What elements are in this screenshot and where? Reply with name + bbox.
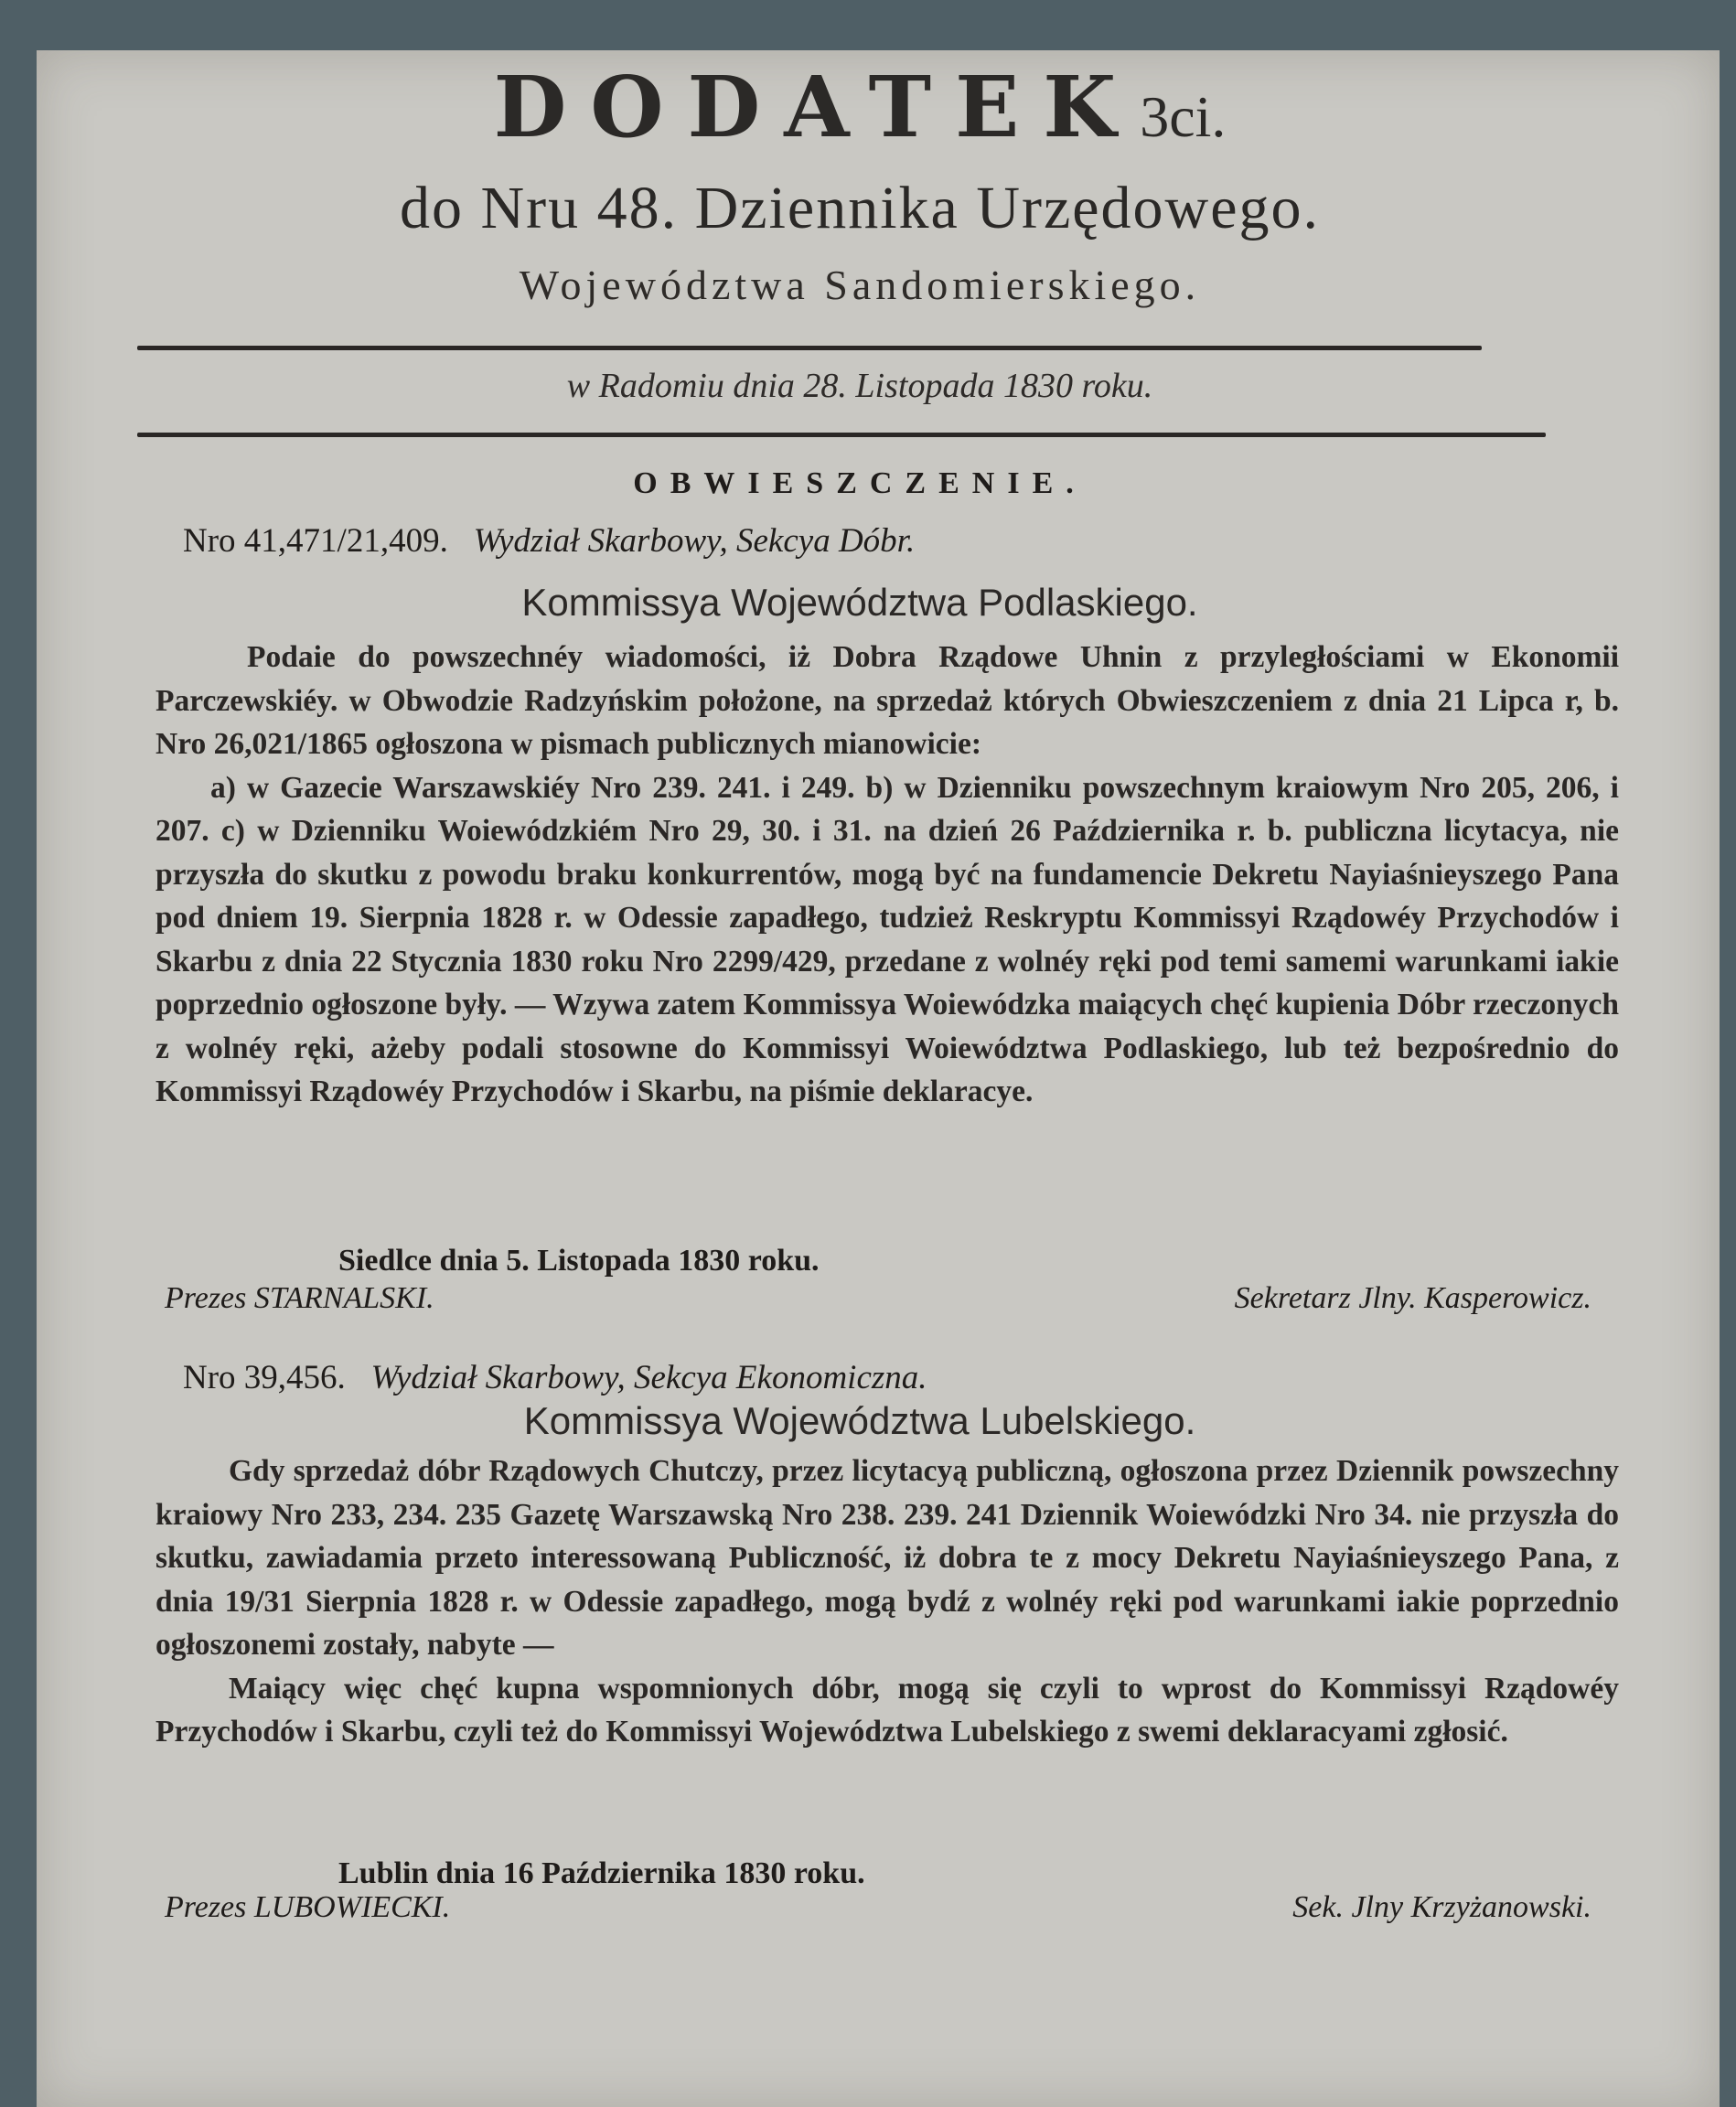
notice1-signatures	[165, 1281, 1591, 1316]
notice1-department: Wydział Skarbowy, Sekcya Dóbr.	[473, 522, 916, 560]
newspaper-page	[37, 50, 1720, 2107]
notice1-place-date: Siedlce dnia 5. Listopada 1830 roku.	[338, 1244, 820, 1278]
notice2-reference: Nro 39,456.	[183, 1359, 346, 1396]
notice1-paragraph-2: a) w Gazecie Warszawskiéy Nro 239. 241. i 249. b) w Dzienniku powszechnym kraiowym Nro 205, 206, i 207. c) w Dzienniku Woiewódzkiém Nro 29, 30. i 31. na dzień 26 Października r. b. publiczna licytacya, nie przyszła do skutku z powodu braku konkurrentów, mogą być na fundamencie Dekretu Nayiaśnieyszego Pana pod dniem 19. Sierpnia 1828 r. w Odessie zapadłego, tudzież Reskryptu Kommissyi Rządowéy Przychodów i Skarbu z dnia 22 Stycznia 1830 roku Nro 2299/429, przedane z wolnéy ręki pod temi samemi warunkami iakie poprzednio ogłoszone były. — Wzywa zatem Kommissya Woiewódzka maiących chęć kupienia Dóbr rzeczonych z wolnéy ręki, ażeby podali stosowne do Kommissyi Woiewództwa Podlaskiego, lub też bezpośrednio do Kommissyi Rządowéy Przychodów i Skarbu, na piśmie deklaracye.	[155, 770, 1619, 1108]
notice1-president: Prezes STARNALSKI.	[165, 1281, 434, 1315]
notice1-paragraph-1: Podaie do powszechnéy wiadomości, iż Dobra Rządowe Uhnin z przyległościami w Ekonomii Parczewskiéy. w Obwodzie Radzyńskim położone, na sprzedaż których Obwieszczeniem z dnia 21 Lipca r, b. Nro 26,021/1865 ogłoszona w pismach publicznych mianowicie:	[155, 640, 1619, 761]
dateline: w Radomiu dnia 28. Listopada 1830 roku.	[566, 367, 1153, 405]
top-rule	[137, 346, 1482, 350]
section-heading: OBWIESZCZENIE.	[633, 466, 1087, 500]
notice2-paragraph-1: Gdy sprzedaż dóbr Rządowych Chutczy, przez licytacyą publiczną, ogłoszona przez Dziennik powszechny kraiowy Nro 233, 234. 235 Gazetę Warszawską Nro 238. 239. 241 Dziennik Woiewódzki Nro 34. nie przyszła do skutku, zawiadamia przeto interessowaną Publiczność, iż dobra te z mocy Dekretu Nayiaśnieyszego Pana, z dnia 19/31 Sierpnia 1828 r. w Odessie zapadłego, mogą bydź z wolnéy ręki pod warunkami iakie poprzednio ogłoszonemi zostały, nabyte —	[155, 1454, 1619, 1662]
notice1-commission: Kommissya Województwa Podlaskiego.	[521, 581, 1198, 624]
notice2-body	[155, 1449, 1619, 1754]
notice1-reference: Nro 41,471/21,409.	[183, 522, 448, 560]
notice2-reference-line	[183, 1358, 1555, 1397]
notice2-department: Wydział Skarbowy, Sekcya Ekonomiczna.	[370, 1359, 927, 1396]
notice2-paragraph-2: Maiący więc chęć kupna wspomnionych dóbr, mogą się czyli to wprost do Kommissyi Rządowéy Przychodów i Skarbu, czyli też do Kommissyi Województwa Lubelskiego z swemi deklaracyami zgłosić.	[155, 1671, 1619, 1749]
notice2-secretary: Sek. Jlny Krzyżanowski.	[1292, 1890, 1591, 1924]
masthead-title: DODATEK	[493, 58, 1141, 156]
supplement-number: 3ci.	[1140, 84, 1227, 149]
masthead-title-row	[110, 58, 1610, 156]
notice1-reference-line	[183, 521, 1555, 561]
notice2-president: Prezes LUBOWIECKI.	[165, 1890, 451, 1924]
dateline-rule	[137, 433, 1546, 437]
masthead-region: Województwa Sandomierskiego.	[519, 262, 1201, 308]
notice2-signatures	[165, 1890, 1591, 1925]
notice2-commission: Kommissya Województwa Lubelskiego.	[523, 1399, 1196, 1442]
notice2-place-date: Lublin dnia 16 Października 1830 roku.	[338, 1856, 865, 1890]
masthead-subtitle: do Nru 48. Dziennika Urzędowego.	[399, 175, 1321, 241]
notice1-secretary: Sekretarz Jlny. Kasperowicz.	[1234, 1281, 1591, 1315]
notice1-body	[155, 636, 1619, 1114]
